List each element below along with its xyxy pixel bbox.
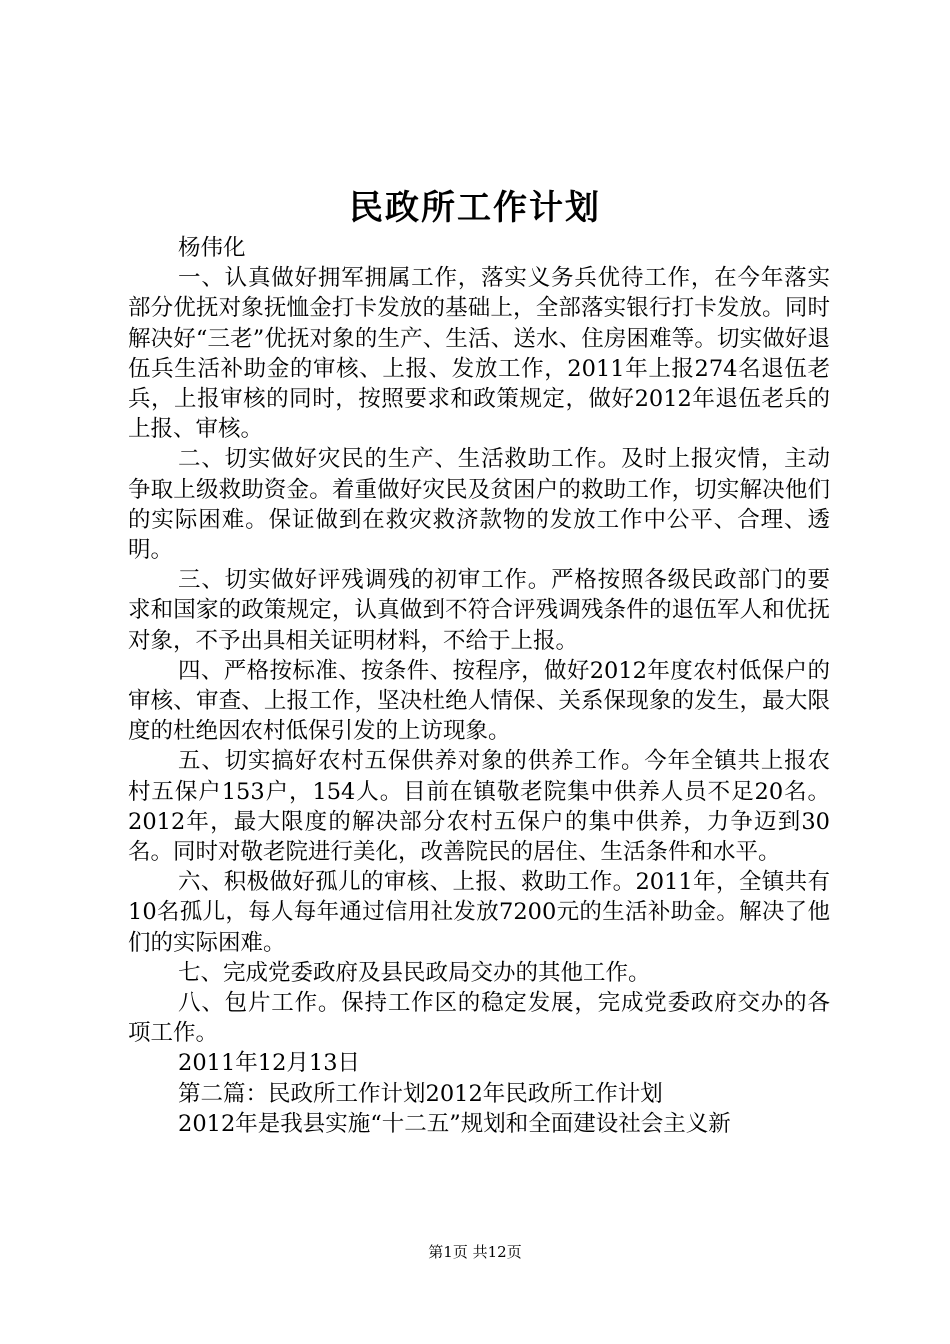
paragraph-item-8: 八、包片工作。保持工作区的稳定发展，完成党委政府交办的各项工作。 [128,990,830,1047]
paragraph-item-4: 四、严格按标准、按条件、按程序，做好2012年度农村低保户的审核、审查、上报工作，坚决杜绝人情保、关系保现象的发生，最大限度的杜绝因农村低保引发的上访现象。 [128,657,830,745]
paragraph-item-5: 五、切实搞好农村五保供养对象的供养工作。今年全镇共上报农村五保户153户，154人。目前在镇敬老院集中供养人员不足20名。2012年，最大限度的解决部分农村五保户的集中供养，力争迈到30名。同时对敬老院进行美化，改善院民的居住、生活条件和水平。 [128,748,830,866]
paragraph-item-3: 三、切实做好评残调残的初审工作。严格按照各级民政部门的要求和国家的政策规定，认真做到不符合评残调残条件的退伍军人和优抚对象，不予出具相关证明材料，不给于上报。 [128,567,830,654]
page-title: 民政所工作计划 [349,188,601,228]
paragraph-item-2: 二、切实做好灾民的生产、生活救助工作。及时上报灾情，主动争取上级救助资金。着重做好灾民及贫困户的救助工作，切实解决他们的实际困难。保证做到在救灾救济款物的发放工作中公平、合理、透明。 [128,446,830,564]
paragraph-item-1: 一、认真做好拥军拥属工作，落实义务兵优待工作，在今年落实部分优抚对象抚恤金打卡发放的基础上，全部落实银行打卡发放。同时解决好“三老”优抚对象的生产、生活、送水、住房困难等。切实做好退伍兵生活补助金的审核、上报、发放工作，2011年上报274名退伍老兵，上报审核的同时，按照要求和政策规定，做好2012年退伍老兵的上报、审核。 [128,265,830,443]
paragraph-item-7: 七、完成党委政府及县民政局交办的其他工作。 [178,959,651,986]
section-heading: 第二篇：民政所工作计划2012年民政所工作计划 [178,1080,663,1107]
document-body [128,233,830,1139]
paragraph-continuation: 2012年是我县实施“十二五”规划和全面建设社会主义新 [178,1110,731,1137]
date-line: 2011年12月13日 [178,1050,361,1077]
author-line: 杨伟化 [178,235,246,261]
paragraph-item-6: 六、积极做好孤儿的审核、上报、救助工作。2011年，全镇共有10名孤儿，每人每年通过信用社发放7200元的生活补助金。解决了他们的实际困难。 [128,869,830,956]
page-number: 第1页 共12页 [428,1243,522,1261]
